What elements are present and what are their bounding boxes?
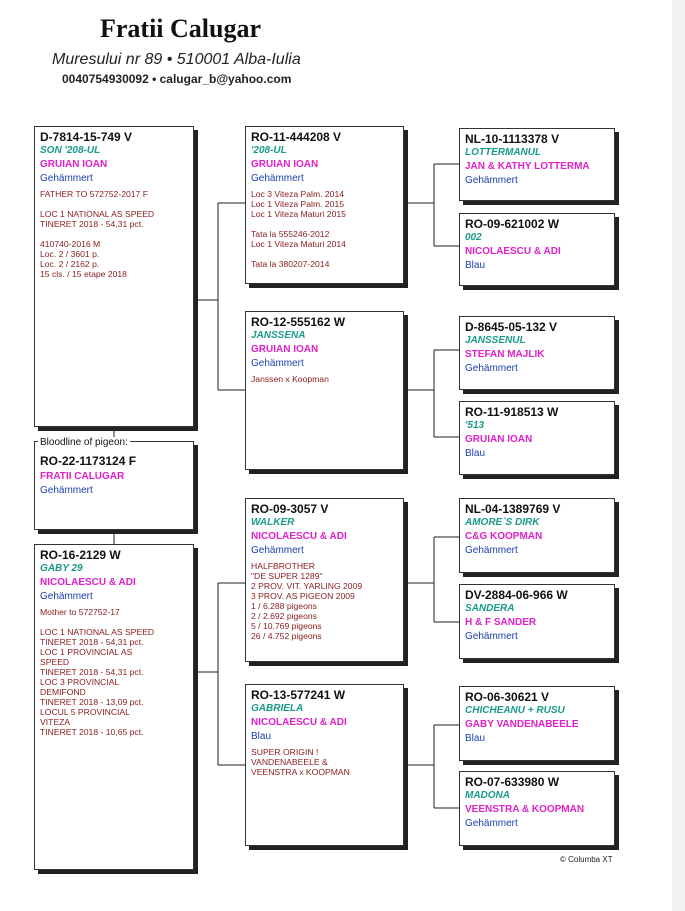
ring-number: RO-16-2129 W bbox=[40, 548, 121, 562]
ring-number: NL-10-1113378 V bbox=[465, 132, 560, 146]
performance-notes bbox=[251, 747, 398, 777]
sire-dam-card[interactable] bbox=[245, 311, 404, 470]
plumage-color: Blau bbox=[465, 733, 486, 744]
dam-dam-dam-card[interactable] bbox=[459, 771, 615, 846]
dam-sire-card[interactable] bbox=[245, 498, 404, 662]
note-line: Mother to 572752-17 bbox=[40, 607, 120, 617]
owner-name: NICOLAESCU & ADI bbox=[40, 577, 136, 588]
pigeon-name: CHICHEANU + RUSU bbox=[465, 705, 565, 716]
note-line: SUPER ORIGIN ! bbox=[251, 747, 319, 757]
dam-dam-sire-card[interactable] bbox=[459, 686, 615, 761]
plumage-color: Gehämmert bbox=[465, 545, 518, 556]
pigeon-name: JANSSENUL bbox=[465, 335, 526, 346]
note-line: TINERET 2018 - 10,65 pct. bbox=[40, 727, 144, 737]
dam-dam-card[interactable] bbox=[245, 684, 404, 846]
sire-dam-dam-card[interactable] bbox=[459, 401, 615, 475]
pigeon-name: '513 bbox=[465, 420, 485, 431]
ring-number: RO-12-555162 W bbox=[251, 315, 346, 329]
sire-sire-sire-card[interactable] bbox=[459, 128, 615, 201]
ring-number: RO-13-577241 W bbox=[251, 688, 346, 702]
note-line: Janssen x Koopman bbox=[251, 374, 329, 384]
note-line: LOC 1 NATIONAL AS SPEED bbox=[40, 209, 155, 219]
note-spacer bbox=[251, 249, 398, 259]
contact-info: 0040754930092 • calugar_b@yahoo.com bbox=[62, 72, 292, 86]
plumage-color: Blau bbox=[251, 731, 272, 742]
owner-name: FRATII CALUGAR bbox=[40, 471, 125, 482]
note-line: Loc. 2 / 2162 p. bbox=[40, 259, 100, 269]
note-line: LOC 3 PROVINCIAL bbox=[40, 677, 120, 687]
dam-card[interactable] bbox=[34, 544, 194, 870]
note-line: DEMIFOND bbox=[40, 687, 86, 697]
note-line: TINERET 2018 - 54,31 pct. bbox=[40, 637, 144, 647]
pigeon-name: GABY 29 bbox=[40, 563, 83, 574]
note-line: LOC 1 NATIONAL AS SPEED bbox=[40, 627, 155, 637]
ring-number: RO-11-444208 V bbox=[251, 130, 342, 144]
note-line: Loc 1 Viteza Maturi 2014 bbox=[251, 239, 346, 249]
note-line: 1 / 6.288 pigeons bbox=[251, 601, 317, 611]
note-line: VEENSTRA x KOOPMAN bbox=[251, 767, 350, 777]
address: Muresului nr 89 • 510001 Alba-Iulia bbox=[52, 51, 301, 68]
plumage-color: Gehämmert bbox=[465, 818, 518, 829]
dam-sire-dam-card[interactable] bbox=[459, 584, 615, 659]
pigeon-name: JANSSENA bbox=[251, 330, 306, 341]
note-spacer bbox=[40, 229, 188, 239]
note-spacer bbox=[40, 617, 188, 627]
note-line: VANDENABEELE & bbox=[251, 757, 328, 767]
note-line: HALFBROTHER bbox=[251, 561, 315, 571]
pigeon-name: 002 bbox=[465, 232, 482, 243]
owner-name: JAN & KATHY LOTTERMA bbox=[465, 161, 590, 172]
plumage-color: Gehämmert bbox=[251, 358, 304, 369]
performance-notes bbox=[251, 374, 398, 384]
owner-name: NICOLAESCU & ADI bbox=[251, 531, 347, 542]
pigeon-name: '208-UL bbox=[251, 145, 287, 156]
dam-sire-sire-card[interactable] bbox=[459, 498, 615, 573]
note-line: "DE SUPER 1289" bbox=[251, 571, 323, 581]
performance-notes bbox=[40, 607, 188, 737]
note-spacer bbox=[40, 199, 188, 209]
note-line: SPEED bbox=[40, 657, 70, 667]
plumage-color: Gehämmert bbox=[40, 591, 93, 602]
pigeon-name: WALKER bbox=[251, 517, 295, 528]
ring-number: RO-07-633980 W bbox=[465, 775, 560, 789]
pigeon-name: SON '208-UL bbox=[40, 145, 101, 156]
note-line: Tata la 380207-2014 bbox=[251, 259, 330, 269]
owner-name: GRUIAN IOAN bbox=[251, 159, 319, 170]
owner-name: GABY VANDENABEELE bbox=[465, 719, 579, 730]
plumage-color: Gehämmert bbox=[251, 545, 304, 556]
note-line: VITEZA bbox=[40, 717, 71, 727]
owner-name: STEFAN MAJLIK bbox=[465, 349, 545, 360]
bloodline-label: Bloodline of pigeon: bbox=[40, 437, 128, 448]
plumage-color: Gehämmert bbox=[251, 173, 304, 184]
pigeon-name: AMORE`S DIRK bbox=[465, 517, 540, 528]
owner-name: C&G KOOPMAN bbox=[465, 531, 543, 542]
pigeon-name: SANDERA bbox=[465, 603, 515, 614]
plumage-color: Blau bbox=[465, 448, 486, 459]
sire-sire-dam-card[interactable] bbox=[459, 213, 615, 286]
plumage-color: Gehämmert bbox=[465, 631, 518, 642]
ring-number: RO-11-918513 W bbox=[465, 405, 559, 419]
owner-name: NICOLAESCU & ADI bbox=[465, 246, 561, 257]
pigeon-name: MADONA bbox=[465, 790, 510, 801]
note-line: Loc 1 Viteza Maturi 2015 bbox=[251, 209, 346, 219]
ring-number: D-7814-15-749 V bbox=[40, 130, 133, 144]
note-line: 410740-2016 M bbox=[40, 239, 101, 249]
owner-name: GRUIAN IOAN bbox=[465, 434, 533, 445]
pigeon-name: GABRIELA bbox=[251, 703, 304, 714]
subject-card[interactable] bbox=[34, 441, 194, 530]
note-line: LOCUL 5 PROVINCIAL bbox=[40, 707, 130, 717]
plumage-color: Gehämmert bbox=[40, 485, 93, 496]
note-line: FATHER TO 572752-2017 F bbox=[40, 189, 148, 199]
copyright-footer: © Columba XT bbox=[560, 855, 613, 864]
plumage-color: Gehämmert bbox=[40, 173, 93, 184]
plumage-color: Blau bbox=[465, 260, 486, 271]
note-spacer bbox=[251, 219, 398, 229]
page-title: Fratii Calugar bbox=[100, 14, 262, 43]
plumage-color: Gehämmert bbox=[465, 175, 518, 186]
note-line: 26 / 4.752 pigeons bbox=[251, 631, 322, 641]
owner-name: VEENSTRA & KOOPMAN bbox=[465, 804, 585, 815]
note-line: 5 / 10.769 pigeons bbox=[251, 621, 322, 631]
ring-number: RO-09-3057 V bbox=[251, 502, 329, 516]
note-line: Loc 3 Viteza Palm. 2014 bbox=[251, 189, 344, 199]
ring-number: RO-09-621002 W bbox=[465, 217, 560, 231]
owner-name: GRUIAN IOAN bbox=[251, 344, 319, 355]
note-line: Loc. 2 / 3601 p. bbox=[40, 249, 100, 259]
owner-name: NICOLAESCU & ADI bbox=[251, 717, 347, 728]
sire-sire-card[interactable] bbox=[245, 126, 404, 284]
sire-card[interactable] bbox=[34, 126, 194, 427]
note-line: Tata la 555246-2012 bbox=[251, 229, 330, 239]
owner-name: H & F SANDER bbox=[465, 617, 537, 628]
note-line: TINERET 2018 - 54,31 pct. bbox=[40, 667, 144, 677]
note-line: 15 cls. / 15 etape 2018 bbox=[40, 269, 127, 279]
ring-number: NL-04-1389769 V bbox=[465, 502, 561, 516]
note-line: 2 / 2.692 pigeons bbox=[251, 611, 317, 621]
performance-notes bbox=[40, 189, 188, 279]
ring-number: RO-22-1173124 F bbox=[40, 454, 137, 468]
note-line: 2 PROV. VIT. YARLING 2009 bbox=[251, 581, 363, 591]
performance-notes bbox=[251, 189, 398, 269]
ring-number: DV-2884-06-966 W bbox=[465, 588, 568, 602]
note-line: Loc 1 Viteza Palm. 2015 bbox=[251, 199, 344, 209]
owner-name: GRUIAN IOAN bbox=[40, 159, 108, 170]
performance-notes bbox=[251, 561, 398, 641]
note-line: LOC 1 PROVINCIAL AS bbox=[40, 647, 133, 657]
plumage-color: Gehämmert bbox=[465, 363, 518, 374]
note-line: TINERET 2018 - 13,09 pct. bbox=[40, 697, 144, 707]
ring-number: D-8645-05-132 V bbox=[465, 320, 558, 334]
note-line: 3 PROV. AS PIGEON 2009 bbox=[251, 591, 355, 601]
sire-dam-sire-card[interactable] bbox=[459, 316, 615, 390]
note-line: TINERET 2018 - 54,31 pct. bbox=[40, 219, 144, 229]
ring-number: RO-06-30621 V bbox=[465, 690, 550, 704]
pigeon-name: LOTTERMANUL bbox=[465, 147, 542, 158]
